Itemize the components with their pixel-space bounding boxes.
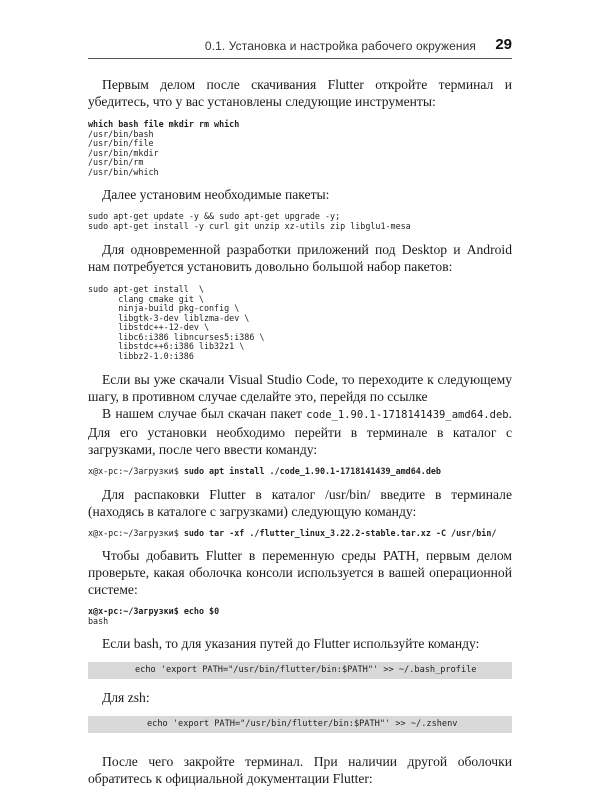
terminal-prompt: x@x-pc:~/Загрузки$	[88, 466, 179, 476]
paragraph-deb-text-start: В нашем случае был скачан пакет	[102, 406, 307, 421]
code-bash-profile-command: echo 'export PATH="/usr/bin/flutter/bin:$PATH"' >> ~/.bash_profile	[135, 665, 477, 675]
code-tar-command: sudo tar -xf ./flutter_linux_3.22.2-stable.tar.xz -C /usr/bin/	[183, 527, 497, 538]
terminal-prompt: x@x-pc:~/Загрузки$	[88, 606, 179, 616]
paragraph-closing: После чего закройте терминал. При наличии другой оболочки обратитесь к официальной документации Flutter:	[88, 754, 512, 786]
code-block-which	[88, 120, 512, 177]
command-box-bash-profile	[88, 662, 512, 679]
paragraph-tools-intro: Первым делом после скачивания Flutter откройте терминал и убедитесь, что у вас установлены следующие инструменты:	[88, 77, 512, 109]
paragraph-packages: Далее установим необходимые пакеты:	[102, 187, 330, 202]
paragraph-path-check: Чтобы добавить Flutter в переменную среды PATH, первым делом проверьте, какая оболочка консоли используется в вашей операционной системе:	[88, 548, 512, 597]
code-install-deb-command: sudo apt install ./code_1.90.1-1718141439_amd64.deb	[183, 466, 441, 476]
code-block-tar	[88, 529, 512, 539]
code-which-command: which bash file mkdir rm which	[88, 119, 240, 129]
paragraph-deb-package	[88, 405, 512, 458]
code-echo-shell-output: bash	[88, 615, 109, 626]
paragraph-vscode: Если вы уже скачали Visual Studio Code, то переходите к следующему шагу, в противном случае сделайте это, перейдя по ссылке	[88, 372, 512, 404]
terminal-prompt: x@x-pc:~/Загрузки$	[88, 527, 179, 538]
inline-code-deb-filename: code_1.90.1-1718141439_amd64.deb	[306, 409, 509, 421]
paragraph-unpack-text-start: Для распаковки Flutter в каталог	[102, 486, 326, 502]
command-box-zshenv	[88, 716, 512, 733]
code-zshenv-command: echo 'export PATH="/usr/bin/flutter/bin:$PATH"' >> ~/.zshenv	[147, 719, 458, 729]
code-which-output: /usr/bin/bash /usr/bin/file /usr/bin/mkdir /usr/bin/rm /usr/bin/which	[88, 128, 159, 177]
paragraph-unpack-text-end: введите в терминале (находясь в каталоге с загрузками) следующую команду:	[88, 486, 512, 519]
paragraph-unpack-flutter	[88, 486, 512, 520]
paragraph-zsh: Для zsh:	[102, 690, 150, 705]
running-header-title: 0.1. Установка и настройка рабочего окружения	[204, 39, 476, 53]
code-block-echo-shell	[88, 607, 512, 626]
paragraph-bash: Если bash, то для указания путей до Flutter используйте команду:	[102, 636, 480, 651]
code-block-install-deb	[88, 467, 512, 477]
header-divider	[88, 58, 512, 59]
page-header	[88, 36, 512, 56]
page-content	[88, 76, 512, 787]
code-echo-shell-command: echo $0	[183, 606, 220, 616]
paragraph-deb-text-end: . Для его установки необходимо перейти в терминале в каталог с загрузками, после чего ввести команду:	[88, 406, 512, 457]
code-block-apt-update: sudo apt-get update -y && sudo apt-get upgrade -y; sudo apt-get install -y curl git unzip xz-utils zip libglu1-mesa	[88, 211, 411, 231]
paragraph-desktop-android: Для одновременной разработки приложений под Desktop и Android нам потребуется установить довольно большой набор пакетов:	[88, 242, 512, 274]
path-usr-bin: /usr/bin/	[325, 486, 371, 502]
page-number: 29	[495, 36, 512, 53]
code-block-apt-desktop: sudo apt-get install \ clang cmake git \ ninja-build pkg-config \ libgtk-3-dev liblzma-dev \ libstdc++-12-dev \ libc6:i386 libncurses5:i386 \ libstdc++6:i386 lib32z1 \ libbz2-1.0:i386	[88, 284, 265, 361]
